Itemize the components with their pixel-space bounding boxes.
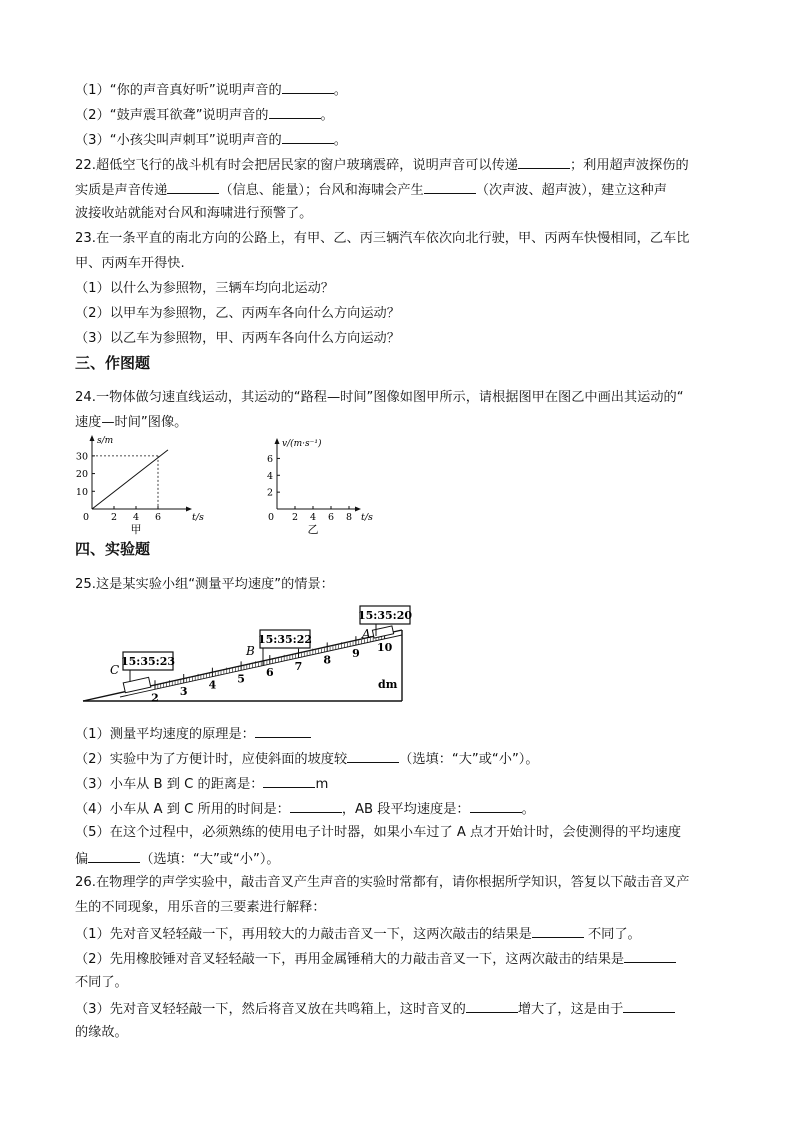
answer-blank[interactable] [269, 104, 321, 119]
ruler-label: 6 [265, 666, 274, 680]
timer-a-text: 15:35:20 [357, 609, 413, 622]
answer-blank[interactable] [167, 179, 219, 194]
q23-item-3: （3）以乙车为参照物，甲、丙两车各向什么方向运动？ [75, 331, 400, 346]
ruler-label: 8 [323, 653, 332, 667]
q26-item-3: （3）先对音叉轻轻敲一下，然后将音叉放在共鸣箱上，这时音叉的 增大了，这是由于 [75, 998, 734, 1020]
chart-jia [72, 432, 204, 536]
y-tick-label: 2 [266, 487, 273, 499]
x-axis-arrow [355, 507, 361, 512]
ruler-label: 3 [179, 684, 188, 698]
incline-figure [80, 602, 413, 706]
timer-b-text: 15:35:22 [257, 633, 313, 646]
ruler-label: 4 [208, 678, 217, 692]
label-a: A [362, 627, 371, 641]
x-tick-label: 6 [154, 512, 162, 523]
q25-intro: 25.这是某实验小组“测量平均速度”的情景： [75, 577, 334, 592]
x-tick-label: 2 [110, 512, 118, 523]
answer-blank[interactable] [518, 154, 570, 169]
chart-yi-plot [267, 438, 373, 536]
ruler-label: 5 [237, 672, 245, 686]
chart-jia-plot [76, 435, 204, 536]
q22-line-2: 实质是声音传递 （信息、能量）；台风和海啸会产生 （次声波、超声波），建立这种声 [75, 179, 734, 201]
x-axis-arrow [186, 507, 192, 512]
chart-caption: 乙 [307, 523, 319, 536]
ruler-label: 9 [352, 647, 360, 661]
cart-at-c [123, 677, 151, 692]
answer-blank[interactable] [263, 773, 315, 788]
ruler-label: 2 [151, 691, 159, 705]
label-c: C [110, 663, 120, 677]
q26-line-1: 26.在物理学的声学实验中，敲击音叉产生声音的实验时常都有，请你根据所学知识，答复以下敲击音叉产 [75, 875, 690, 890]
answer-blank[interactable] [532, 923, 584, 938]
answer-blank[interactable] [290, 798, 342, 813]
q26-line-2: 生的不同现象，用乐音的三要素进行解释： [75, 900, 326, 915]
answer-blank[interactable] [282, 129, 334, 144]
x-tick-label: 4 [309, 512, 317, 523]
y-tick-label: 4 [266, 470, 273, 482]
y-tick-label: 10 [75, 486, 88, 498]
y-axis-label: s/m [97, 436, 114, 446]
x-axis-label: t/s [361, 512, 373, 523]
q21-item-3: （3）“小孩尖叫声刺耳”说明声音的 。 [75, 129, 734, 151]
answer-blank[interactable] [255, 723, 311, 738]
q23-item-1: （1）以什么为参照物，三辆车均向北运动？ [75, 281, 334, 296]
answer-blank[interactable] [470, 798, 522, 813]
q26-item-3-cont: 的缘故。 [75, 1025, 128, 1040]
answer-blank[interactable] [623, 998, 675, 1013]
ruler-label: 10 [376, 640, 393, 654]
q22-line-1: 22.超低空飞行的战斗机有时会把居民家的窗户玻璃震碎，说明声音可以传递 ；利用超声波探伤的 [75, 154, 734, 176]
q21-item-1: （1）“你的声音真好听”说明声音的 。 [75, 79, 734, 101]
q23-line-2: 甲、丙两车开得快. [75, 256, 185, 271]
x-tick-label: 0 [82, 512, 90, 523]
label-b: B [246, 644, 255, 658]
q22-line-3: 波接收站就能对台风和海啸进行预警了。 [75, 206, 313, 221]
answer-blank[interactable] [466, 998, 518, 1013]
y-axis-label: v/(m·s⁻¹) [282, 439, 322, 449]
q24-line-2: 速度—时间”图像。 [75, 415, 188, 430]
section-heading-experiment: 四、实验题 [75, 540, 151, 558]
x-tick-label: 4 [132, 512, 140, 523]
x-tick-label: 0 [267, 512, 275, 523]
q21-item-2: （2）“鼓声震耳欲聋”说明声音的 。 [75, 104, 734, 126]
q25-item-3: （3）小车从 B 到 C 的距离是： m [75, 773, 734, 795]
answer-blank[interactable] [347, 748, 399, 763]
q25-item-4: （4）小车从 A 到 C 所用的时间是： ，AB 段平均速度是： 。 [75, 798, 734, 820]
answer-blank[interactable] [424, 179, 476, 194]
y-axis-arrow [90, 435, 95, 441]
y-tick-label: 20 [75, 469, 88, 481]
q25-item-5-cont: 偏 （选填：“大”或“小”）。 [75, 848, 734, 870]
q26-item-2: （2）先用橡胶锤对音叉轻轻敲一下，再用金属锤稍大的力敲击音叉一下，这两次敲击的结果是 [75, 948, 734, 970]
chart-caption: 甲 [130, 523, 142, 536]
answer-blank[interactable] [88, 848, 140, 863]
y-axis-arrow [275, 438, 280, 444]
q25-item-2: （2）实验中为了方便计时，应使斜面的坡度较 （选填：“大”或“小”）。 [75, 748, 734, 770]
q25-item-1: （1）测量平均速度的原理是： [75, 723, 734, 745]
series-line [92, 450, 168, 509]
q23-item-2: （2）以甲车为参照物，乙、丙两车各向什么方向运动？ [75, 306, 400, 321]
q26-item-1: （1）先对音叉轻轻敲一下，再用较大的力敲击音叉一下，这两次敲击的结果是 不同了。 [75, 923, 734, 945]
q26-item-2-cont: 不同了。 [75, 975, 128, 990]
q23-line-1: 23.在一条平直的南北方向的公路上，有甲、乙、丙三辆汽车依次向北行驶，甲、丙两车快慢相同，乙车比 [75, 231, 690, 246]
answer-blank[interactable] [282, 79, 334, 94]
answer-blank[interactable] [624, 948, 676, 963]
section-heading-drawing: 三、作图题 [75, 354, 151, 372]
x-tick-label: 2 [291, 512, 299, 523]
y-tick-label: 6 [266, 453, 273, 465]
q24-line-1: 24.一物体做匀速直线运动，其运动的“路程—时间”图像如图甲所示，请根据图甲在图乙中画出其运动的“ [75, 390, 684, 405]
q25-item-5: （5）在这个过程中，必须熟练的使用电子计时器，如果小车过了 A 点才开始计时，会使测得的平均速度 [75, 825, 682, 840]
y-tick-label: 30 [75, 451, 88, 463]
unit-dm: dm [378, 678, 398, 691]
x-tick-label: 8 [345, 512, 353, 523]
ruler-label: 7 [294, 659, 303, 673]
timer-c-text: 15:35:23 [120, 655, 176, 668]
x-tick-label: 6 [327, 512, 335, 523]
x-axis-label: t/s [192, 512, 204, 523]
chart-yi [252, 432, 373, 536]
